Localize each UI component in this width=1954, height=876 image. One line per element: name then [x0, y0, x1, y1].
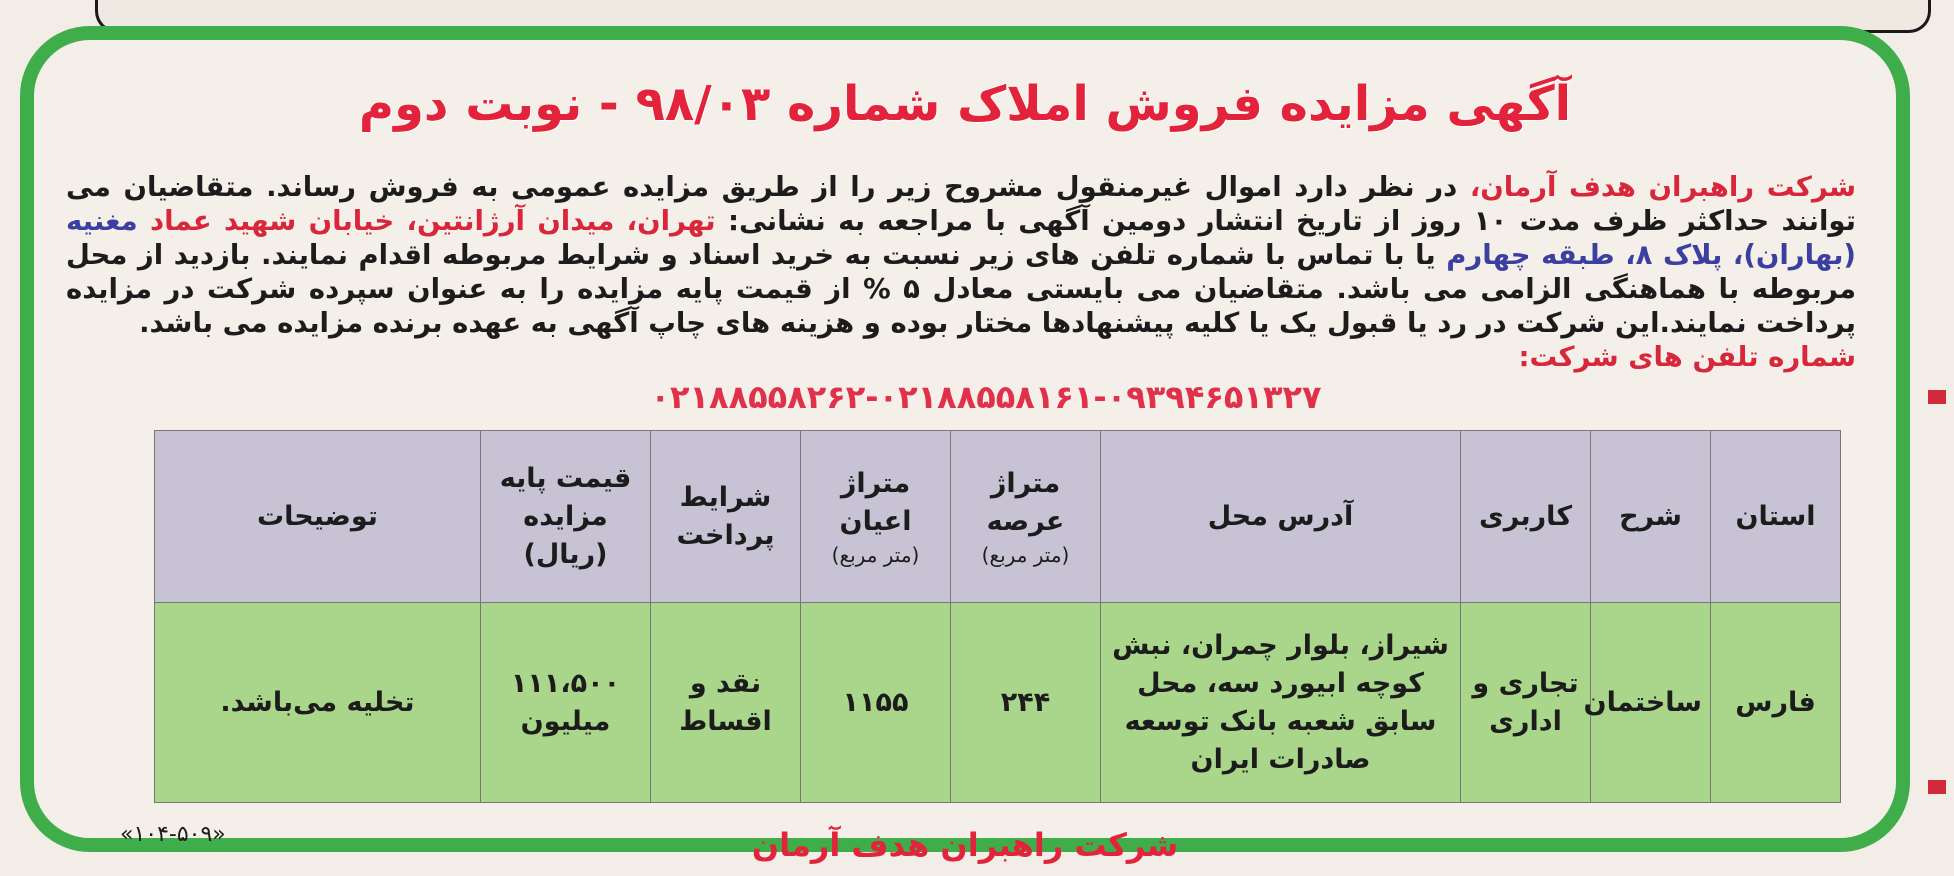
table-header-row	[155, 431, 1841, 603]
header-building-area-unit: (متر مربع)	[831, 542, 920, 567]
edge-mark	[1928, 390, 1946, 404]
header-description: شرح	[1591, 431, 1711, 603]
cell-description: ساختمان	[1591, 603, 1711, 803]
header-land-area-unit: (متر مربع)	[981, 542, 1070, 567]
cell-base-price: ۱۱۱،۵۰۰ میلیون	[481, 603, 651, 803]
cell-address: شیراز، بلوار چمران، نبش کوچه ابیورد سه، محل سابق شعبه بانک توسعه صادرات ایران	[1101, 603, 1461, 803]
header-building-area	[801, 431, 951, 603]
header-land-area-label: متراژ عرصه	[986, 467, 1065, 537]
header-payment: شرایط پرداخت	[651, 431, 801, 603]
footer-company-name: شرکت راهبران هدف آرمان	[751, 826, 1179, 864]
edge-color-marks	[1926, 10, 1946, 850]
cell-land-area: ۲۴۴	[951, 603, 1101, 803]
cell-building-area: ۱۱۵۵	[801, 603, 951, 803]
cell-notes: تخلیه می‌باشد.	[155, 603, 481, 803]
phones-label: شماره تلفن های شرکت:	[1518, 341, 1856, 373]
deposit-percent: ۵ %	[863, 273, 920, 305]
company-name: شرکت راهبران هدف آرمان،	[1469, 171, 1856, 203]
header-base-price: قیمت پایه مزایده (ریال)	[481, 431, 651, 603]
ad-frame	[20, 26, 1910, 864]
address-street: مغنیه (بهاران)، پلاک ۸، طبقه چهارم	[66, 205, 1857, 271]
cell-province: فارس	[1711, 603, 1841, 803]
address-city: تهران، میدان آرژانتین، خیابان شهید عماد	[150, 205, 716, 237]
intro-line2: متقاضیان می توانند حداکثر ظرف مدت ۱۰ روز از تاریخ انتشار دومین آگهی با مراجعه به نشانی:	[66, 171, 1856, 237]
cell-usage: تجاری و اداری	[1461, 603, 1591, 803]
header-province: استان	[1711, 431, 1841, 603]
header-usage: کاربری	[1461, 431, 1591, 603]
intro-line4: از قیمت پایه مزایده را به عنوان سپرده شرکت در مزایده پرداخت نمایند.این شرکت در رد یا قبول یک یا کلیه پیشنهادها مختار بوده و هزینه های چاپ آگهی به عهده برنده مزایده می باشد.	[66, 273, 1856, 339]
header-building-area-label: متراژ اعیان	[839, 467, 912, 537]
ad-body-text	[66, 170, 1856, 374]
header-notes: توضیحات	[155, 431, 481, 603]
ad-title: آگهی مزایده فروش املاک شماره ۹۸/۰۳ - نوبت دوم	[358, 76, 1572, 132]
header-land-area	[951, 431, 1101, 603]
property-table	[154, 430, 1841, 803]
phone-numbers: ۰۲۱۸۸۵۵۸۲۶۲-۰۲۱۸۸۵۵۸۱۶۱-۰۹۳۹۴۶۵۱۳۲۷	[650, 378, 1322, 416]
cell-payment: نقد و اقساط	[651, 603, 801, 803]
ad-code: «۱۰۴-۵۰۹»	[120, 822, 226, 847]
header-address: آدرس محل	[1101, 431, 1461, 603]
intro-line1: در نظر دارد اموال غیرمنقول مشروح زیر را از طریق مزایده عمومی به فروش رساند.	[266, 171, 1470, 203]
edge-mark	[1928, 780, 1946, 794]
table-row	[155, 603, 1841, 803]
intro-line3: یا با تماس با شماره تلفن های زیر نسبت به خرید اسناد و شرایط مربوطه اقدام نمایند. بازدید از محل مربوطه با هماهنگی الزامی می باشد. متقاضیان می بایستی معادل	[66, 239, 1856, 305]
